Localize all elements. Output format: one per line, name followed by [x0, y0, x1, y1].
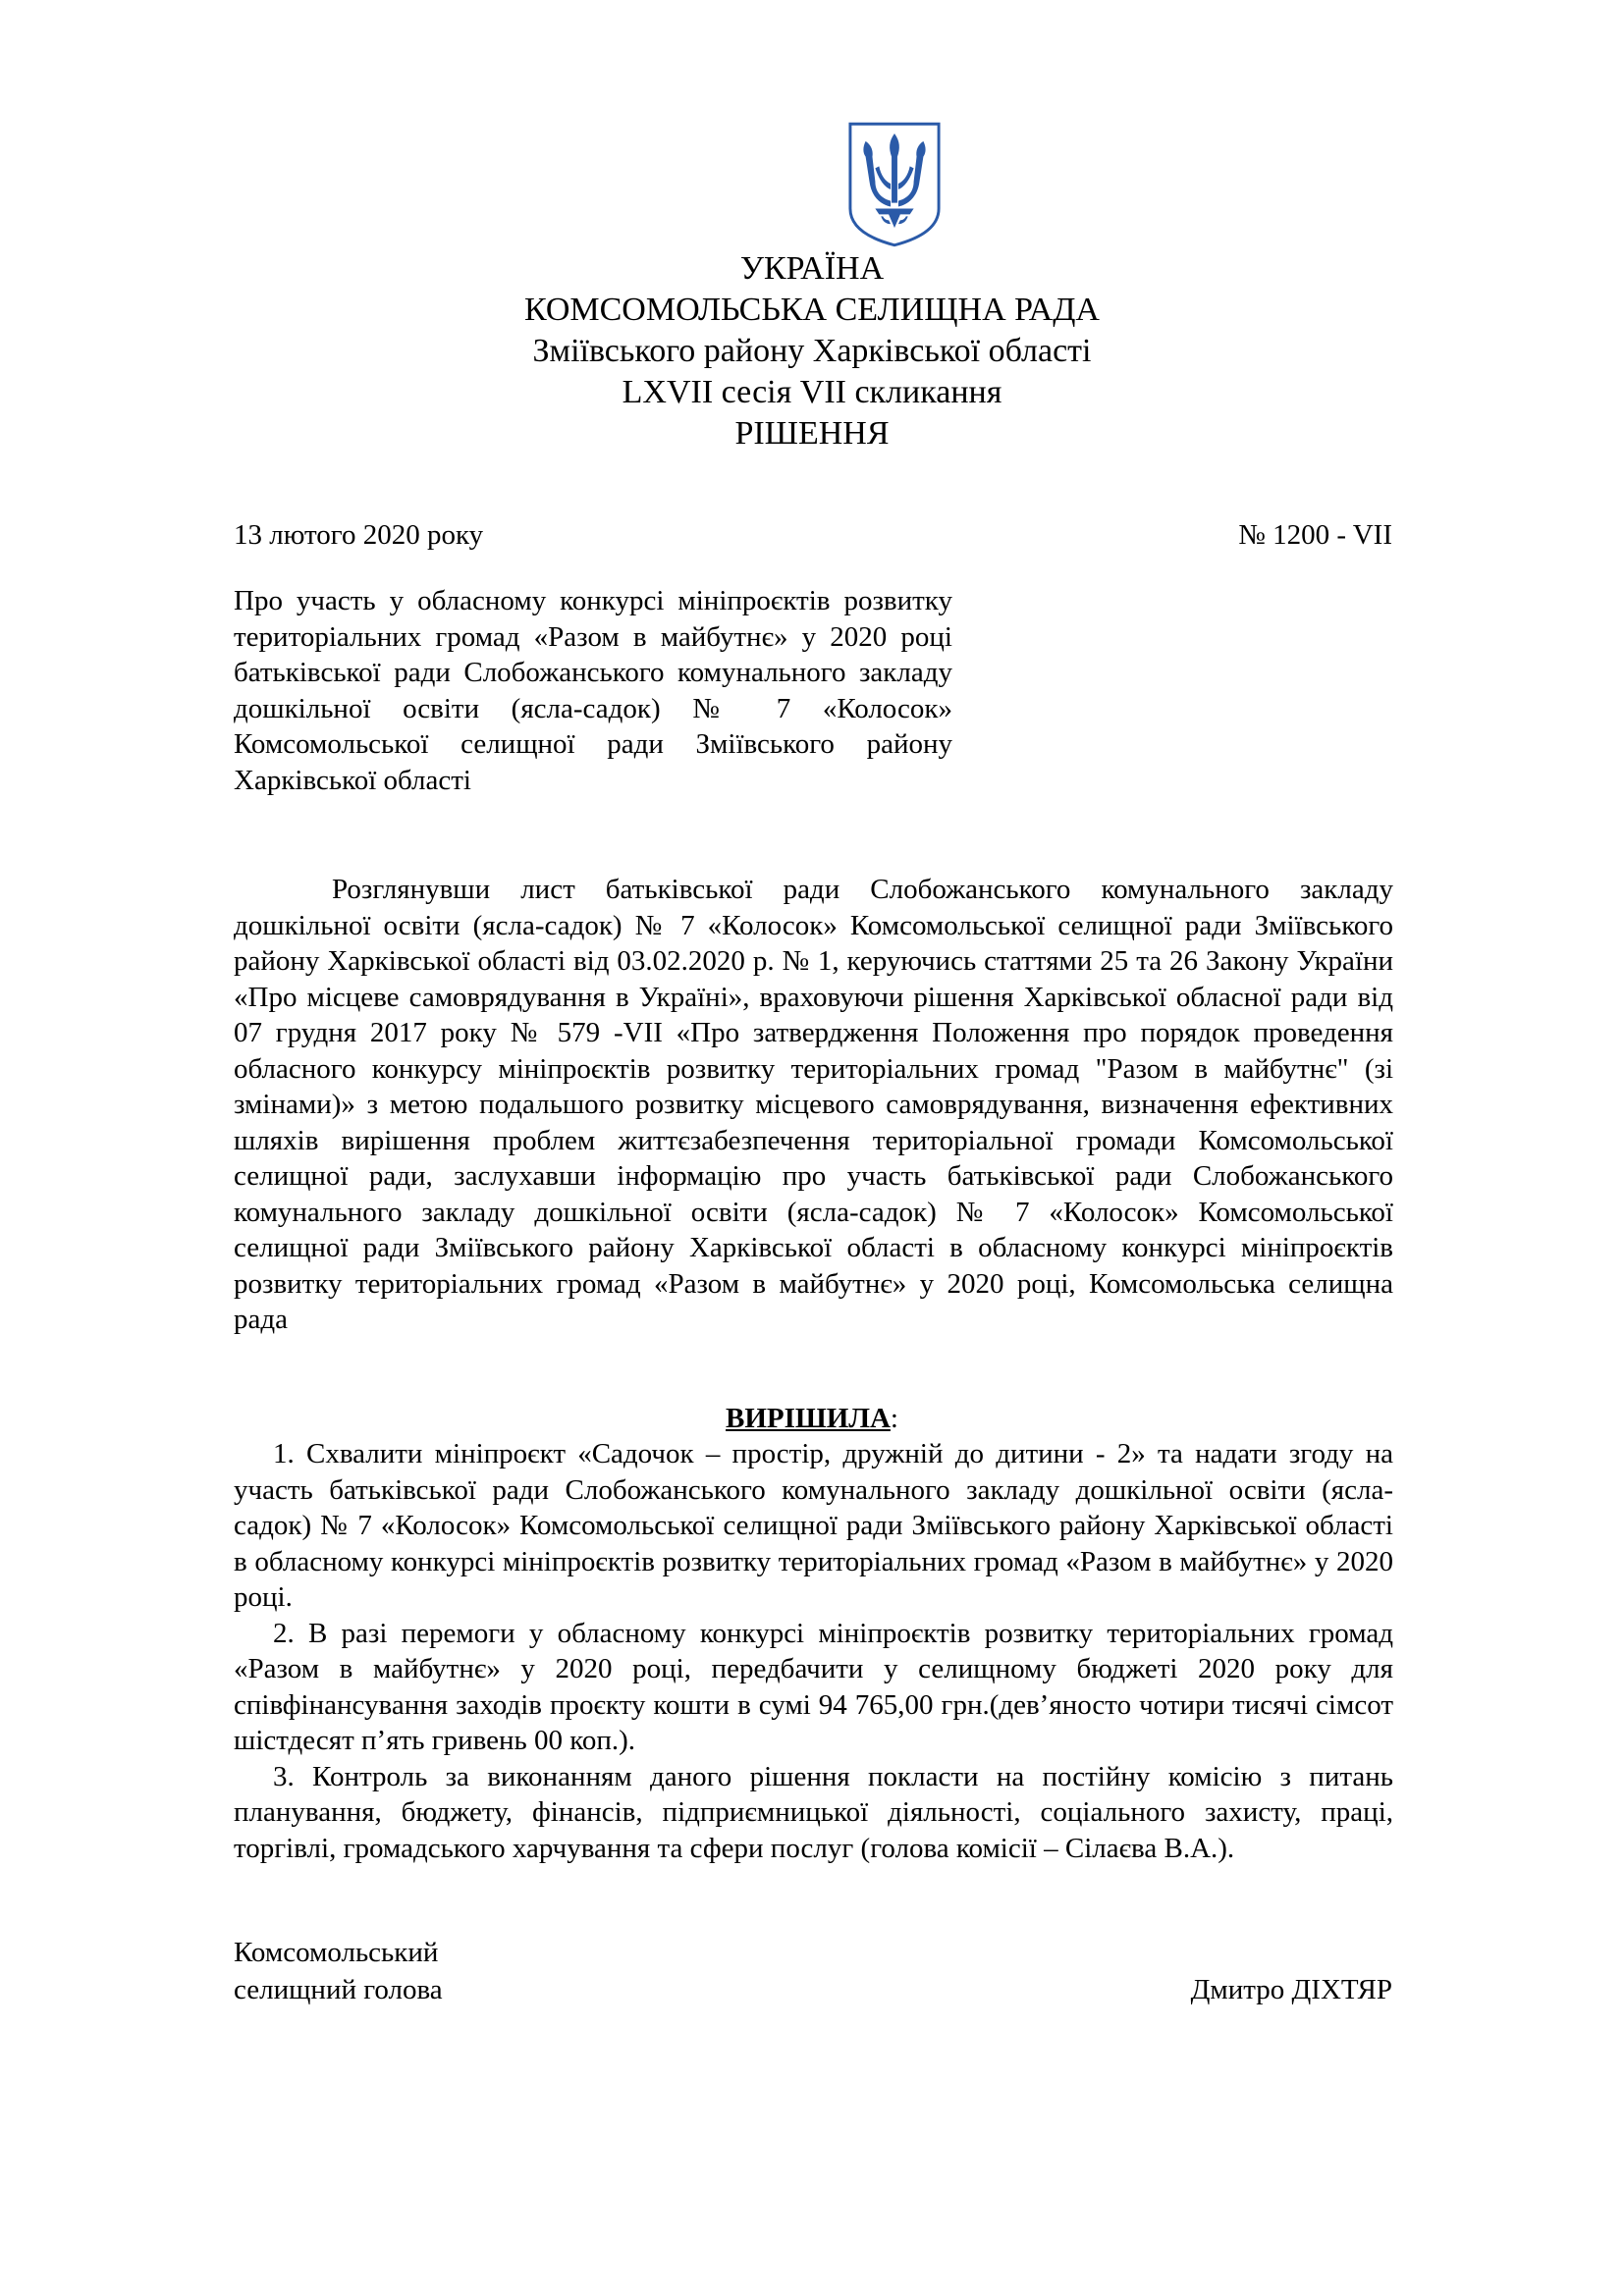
resolved-colon: :	[890, 1403, 898, 1434]
signatory-title-line-2: селищний голова	[234, 1974, 443, 2005]
trident-coat-of-arms-icon	[846, 120, 943, 249]
decision-subject: Про участь у обласному конкурсі мініпроєктів розвитку територіальних громад «Разом в майбутнє» у 2020 році батьківської ради Слобожанського комунального закладу дошкільної освіти (ясла-садок) № 7 «Колосок» Комсомольської селищної ради Зміївського району Харківської області	[234, 585, 952, 796]
session-info: LXVII сесія VII скликання	[622, 374, 1002, 410]
signatory-title-line-1: Комсомольський	[234, 1937, 439, 1968]
signatory-title	[234, 1934, 443, 2008]
resolution-item-1: 1. Схвалити мініпроєкт «Садочок – простір, дружній до дитини - 2» та надати згоду на участь батьківської ради Слобожанського комунального закладу дошкільної освіти (ясла-садок) № 7 «Колосок» Комсомольської селищної ради Зміївського району Харківської області в обласному конкурсі мініпроєктів розвитку територіальних громад «Разом в майбутнє» у 2020 році.	[234, 1438, 1393, 1613]
decision-date: 13 лютого 2020 року	[234, 519, 484, 551]
resolved-heading	[0, 1401, 1624, 1436]
resolution-item-3: 3. Контроль за виконанням даного рішення покласти на постійну комісію з питань планування, бюджету, фінансів, підприємницької діяльності, соціального захисту, праці, торгівлі, громадського харчування та сфери послуг (голова комісії – Сілаєва В.А.).	[234, 1760, 1393, 1864]
document-type: РІШЕННЯ	[734, 415, 890, 452]
resolved-word: ВИРІШИЛА	[726, 1403, 891, 1434]
resolution-item-2: 2. В разі перемоги у обласному конкурсі мініпроєктів розвитку територіальних громад «Разом в майбутнє» у 2020 році, передбачити у селищному бюджеті 2020 року для співфінансування заходів проєкту кошти в сумі 94 765,00 грн.(дев’яносто чотири тисячі сімсот шістдесят п’ять гривень 00 коп.).	[234, 1617, 1393, 1756]
decision-preamble: Розглянувши лист батьківської ради Слобожанського комунального закладу дошкільної освіти (ясла-садок) № 7 «Колосок» Комсомольської селищної ради Зміївського району Харківської області від 03.02.2020 р. № 1, керуючись статтями 25 та 26 Закону України «Про місцеве самоврядування в Україні», враховуючи рішення Харківської обласної ради від 07 грудня 2017 року № 579 -VII «Про затвердження Положення про порядок проведення обласного конкурсу мініпроєктів розвитку територіальних громад "Разом в майбутнє" (зі змінами)» з метою подальшого розвитку місцевого самоврядування, визначення ефективних шляхів вирішення проблем життєзабезпечення територіальної громади Комсомольської селищної ради, заслухавши інформацію про участь батьківської ради Слобожанського комунального закладу дошкільної освіти (ясла-садок) № 7 «Колосок» Комсомольської селищної ради Зміївського району Харківської області в обласному конкурсі мініпроєктів розвитку територіальних громад «Разом в майбутнє» у 2020 році, Комсомольська селищна рада	[234, 874, 1393, 1335]
district-name: Зміївського району Харківської області	[532, 333, 1092, 369]
document-header	[0, 248, 1624, 454]
country-name: УКРАЇНА	[739, 250, 885, 287]
signatory-name: Дмитро ДІХТЯР	[1190, 1974, 1392, 2005]
decision-number: № 1200 - VII	[1238, 519, 1392, 551]
council-name: КОМСОМОЛЬСЬКА СЕЛИЩНА РАДА	[524, 292, 1100, 328]
resolution-items	[234, 1436, 1393, 1866]
